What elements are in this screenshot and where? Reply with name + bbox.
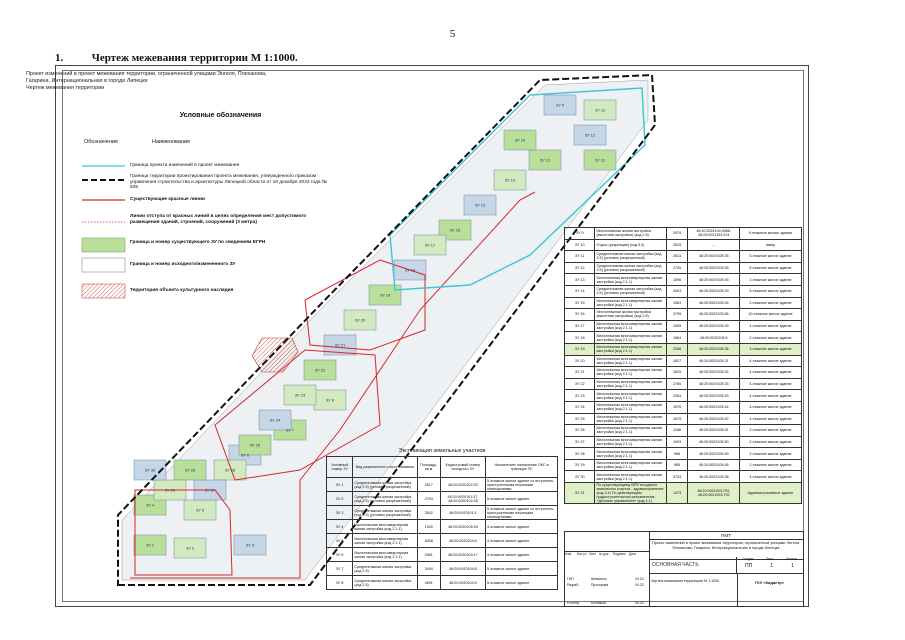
table-cell-area: 1675 (666, 413, 688, 425)
table-cell-id: ЗУ 7 (327, 562, 353, 576)
table-cell-id: ЗУ 27 (565, 436, 595, 448)
table-cell-cadastral: 48:20:0020105:45 (688, 274, 739, 286)
explication-title: Экспликация земельных участков (398, 448, 486, 454)
stamp-hdr: Лист (589, 552, 596, 556)
col-header: Назначение/ назначение ОКС в границах ЗУ (486, 457, 558, 478)
table-cell-id: ЗУ 23 (565, 390, 595, 402)
table-cell-cadastral: 48:20:0020105:46 (688, 297, 739, 309)
table-cell-note: Административное здание (739, 483, 801, 504)
table-cell-note: 2-этажное жилое здание (739, 425, 801, 437)
table-cell-use: Малоэтажная многоквартирная жилая застройка (код 2.1.1) (595, 471, 666, 483)
legend-item: Граница проекта изменений в проект межевания (130, 163, 240, 168)
stamp-hdr: Подпись (613, 552, 626, 556)
table-cell-note: 2-этажное жилое здание (739, 274, 801, 286)
table-cell-use: Малоэтажная многоквартирная жилая застройка (код 2.1.1) (595, 401, 666, 413)
stamp-sheet-label: Лист (766, 557, 774, 561)
parcel-label: ЗУ 2 (185, 545, 195, 551)
table-cell-cadastral: 48:20:0020105:31 (688, 355, 739, 367)
stamp-signatures (565, 532, 650, 606)
stamp-sheets-label: Листов (786, 557, 797, 561)
table-cell-cadastral: 48:20:0020105:48 (688, 459, 739, 471)
parcel-label: ЗУ 10 (514, 137, 526, 143)
table-cell-area: 2617 (417, 478, 440, 492)
table-cell-id: ЗУ 5 (327, 534, 353, 548)
parcel-label: ЗУ 20 (354, 317, 366, 323)
page-number: 5 (449, 28, 456, 40)
table-cell-use: Отдых (рекреация) (код 5.0) (595, 239, 666, 251)
sheet-title (26, 71, 316, 92)
table-row (565, 390, 802, 402)
table-cell-note: 9-этажные жилые здания (739, 228, 801, 240)
table-cell-cadastral: 48:20:0020105:50 (688, 436, 739, 448)
legend-col-symbol: Обозначение (84, 139, 119, 145)
table-cell-cadastral: 48:20:0020105:52 (688, 413, 739, 425)
table-row (327, 492, 558, 506)
stamp-code: ПМТ (649, 532, 803, 540)
table-cell-cadastral: 48:20:0020105:55 (688, 262, 739, 274)
table-cell-id: ЗУ 26 (565, 425, 595, 437)
table-cell-note: 2-этажное жилое здание (739, 297, 801, 309)
table-cell-cadastral: 48:20:0020104:6 (440, 534, 485, 548)
table-cell-use: Малоэтажная многоквартирная жилая застройка (код 2.1.1) (595, 367, 666, 379)
table-row (565, 228, 802, 240)
stamp-person: Колпаков (591, 601, 606, 605)
parcel-label: ЗУ 6 (240, 452, 250, 458)
table-cell-cadastral: 48:20:0020104:9 (440, 576, 485, 590)
table-cell-id: ЗУ 30 (565, 471, 595, 483)
table-cell-id: ЗУ 16 (565, 309, 595, 321)
stamp-hdr: Дата (629, 552, 637, 556)
table-cell-id: ЗУ 29 (565, 459, 595, 471)
table-cell-area: 2264 (666, 390, 688, 402)
table-cell-use: Малоэтажная многоквартирная жилая застройка (код 2.1.1) (595, 355, 666, 367)
table-cell-cadastral: 48:20:0020105:49 (688, 448, 739, 460)
col-header: Площадь, кв.м (417, 457, 440, 478)
table-row (565, 274, 802, 286)
legend-title: Условные обозначения (179, 112, 262, 119)
table-cell-area: 1576 (666, 401, 688, 413)
stamp-stage-label: Стадия (742, 557, 754, 561)
table-cell-note: 4-этажное жилое здание (739, 390, 801, 402)
col-header: Вид разрешенного использования (353, 457, 417, 478)
table-cell-note: 4-этажное жилое здание (739, 471, 801, 483)
stamp-hdr: № док. (599, 552, 610, 556)
table-cell-note: 4-этажное жилое здание (486, 534, 558, 548)
table-cell-use: Малоэтажная многоквартирная жилая застройка (код 2.1.1) (595, 425, 666, 437)
table-cell-id: ЗУ 9 (565, 228, 595, 240)
table-cell-use: Среднеэтажная жилая застройка (код 2.5) (условно разрешенный) (595, 285, 666, 297)
table-row (565, 378, 802, 390)
table-cell-area: 1837 (666, 355, 688, 367)
sheet-title-line1: Проект изменений в проект межевания территории, ограниченной улицами Энгеля, Плеханова, (26, 71, 267, 77)
table-cell-area: 2642 (417, 506, 440, 520)
parcel-label: ЗУ 11 (594, 107, 606, 113)
table-cell-use: Многоэтажная жилая застройка (высотная застройка) (код 2.6) (595, 309, 666, 321)
table-cell-note: 4-этажное жилое здание (486, 520, 558, 534)
table-cell-use: Малоэтажная многоквартирная жилая застройка (код 2.1.1) (595, 297, 666, 309)
table-row (565, 239, 802, 251)
table-cell-area: 1083 (666, 297, 688, 309)
parcel-label: ЗУ 1 (145, 542, 155, 548)
explication-section (326, 448, 558, 590)
table-cell-id: ЗУ 24 (565, 401, 595, 413)
table-cell-use: Малоэтажная многоквартирная жилая застройка (код 2.1.1) (595, 320, 666, 332)
parcel-label: ЗУ 24 (269, 417, 281, 423)
table-cell-cadastral: 48:20:0020105:36 (688, 343, 739, 355)
table-cell-cadastral: 48:20:0020104:17 (440, 548, 485, 562)
table-cell-id: ЗУ 12 (565, 262, 595, 274)
table-row (327, 576, 558, 590)
stamp-project: Проект изменений в проект межевания территории, ограниченной улицами Энгеля, Плеханова, Гагарина, Интернациональная в городе Липецке (649, 539, 803, 560)
table-row (565, 471, 802, 483)
table-cell-note: 5-этажное жилое здание (486, 576, 558, 590)
table-cell-id: ЗУ 28 (565, 448, 595, 460)
explication-table-bottom (326, 456, 558, 590)
table-cell-use: Малоэтажная многоквартирная жилая застройка (код 2.1.1) (595, 459, 666, 471)
table-cell-cadastral: 48:20:0020105:29 (688, 285, 739, 297)
table-row (327, 562, 558, 576)
table-cell-note: 4-этажное жилое здание (739, 320, 801, 332)
table-cell-area: 986 (666, 448, 688, 460)
stamp-role: ГИП (567, 577, 574, 581)
table-row (565, 459, 802, 471)
parcel-label: ЗУ 21 (334, 342, 346, 348)
table-cell-use: Среднеэтажная жилая застройка (код 2.5) (условно разрешенный) (353, 478, 417, 492)
table-cell-area: 2726 (666, 262, 688, 274)
table-cell-id: ЗУ 11 (565, 251, 595, 263)
table-row (327, 548, 558, 562)
table-cell-cadastral: 48:20:0020105:35 (688, 251, 739, 263)
table-cell-cadastral: 48:20:0020102:32 (440, 478, 485, 492)
table-cell-note: 5-этажное жилое здание (739, 251, 801, 263)
table-cell-use: Малоэтажная многоквартирная жилая застройка (код 2.1.1) (595, 448, 666, 460)
table-row (327, 506, 558, 520)
table-cell-id: ЗУ 8 (327, 576, 353, 590)
table-cell-area: 2794 (417, 492, 440, 506)
table-cell-id: ЗУ 10 (565, 239, 595, 251)
table-cell-area: 1186 (666, 425, 688, 437)
stamp-role: Н.контр. (567, 601, 581, 605)
table-row (565, 436, 802, 448)
table-cell-cadastral: 48:20:0020105:38 (688, 471, 739, 483)
table-cell-cadastral: 48:20:0020105:39 (688, 320, 739, 332)
parcel-label: ЗУ 15 (474, 202, 486, 208)
table-cell-use: Малоэтажная многоквартирная жилая застройка (код 2.1.1) (595, 378, 666, 390)
table-cell-use: Малоэтажная многоквартирная жилая застройка (код 2.1.1) (595, 390, 666, 402)
sheet-title-line3: Чертеж межевания территории (26, 85, 105, 91)
table-cell-use: Малоэтажная многоквартирная жилая застройка (код 2.1.1) (353, 520, 417, 534)
table-cell-area: 1905 (666, 320, 688, 332)
parcel-label: ЗУ 28 (184, 467, 196, 473)
table-cell-id: ЗУ 17 (565, 320, 595, 332)
parcel-label: ЗУ 25 (249, 442, 261, 448)
table-cell-note: 4-этажное жилое здание (739, 378, 801, 390)
stamp-date: 04.23 (635, 577, 644, 581)
table-row (565, 413, 802, 425)
table-row (565, 332, 802, 344)
table-cell-use: Среднеэтажная жилая застройка (код 2.5) (353, 576, 417, 590)
table-cell-id: ЗУ 31 (565, 483, 595, 504)
table-row (327, 478, 558, 492)
stamp-person: Шевченко (591, 577, 607, 581)
stamp-sheet: 1 (770, 563, 774, 569)
heading-number: 1. (55, 52, 64, 64)
table-cell-note: 5-этажное жилое здание со встроенно-пристроенными нежилыми помещениями (486, 506, 558, 520)
table-cell-use: Среднеэтажная жилая застройка (код 2.5) (условно разрешенный) (353, 506, 417, 520)
table-cell-cadastral: 48:20:0021003:793, 48:20:0021003:792 (688, 483, 739, 504)
table-row (565, 320, 802, 332)
legend-heritage-symbol (82, 284, 125, 298)
table-row (327, 534, 558, 548)
table-cell-id: ЗУ 1 (327, 478, 353, 492)
stamp-hdr: Изм. (565, 552, 572, 556)
table-cell-id: ЗУ 21 (565, 367, 595, 379)
table-cell-note: 4-этажное жилое здание (739, 355, 801, 367)
col-header: Кадастровый номер исходного ЗУ (440, 457, 485, 478)
legend-new-parcel-symbol (82, 258, 125, 272)
table-cell-id: ЗУ 20 (565, 355, 595, 367)
table-cell-id: ЗУ 14 (565, 285, 595, 297)
table-cell-cadastral: 48:20:0021104:3068, 48:20:0021104:324 (688, 228, 739, 240)
table-cell-cadastral: 48:20:0020105:33 (688, 378, 739, 390)
table-cell-cadastral: 48:20:0020104:8 (440, 562, 485, 576)
table-cell-cadastral: 48:20:0020105:44 (688, 401, 739, 413)
table-cell-area: 3494 (417, 562, 440, 576)
table-cell-note: 4-этажное жилое здание (739, 413, 801, 425)
table-cell-id: ЗУ 19 (565, 343, 595, 355)
stamp-hdr: Кол.уч (577, 552, 587, 556)
table-cell-area: 3733 (666, 471, 688, 483)
table-cell-area: 2766 (666, 378, 688, 390)
table-cell-id: ЗУ 13 (565, 274, 595, 286)
table-cell-note: 4-этажное жилое здание (739, 367, 801, 379)
stamp-role: Разраб. (567, 583, 580, 587)
table-cell-area: 2336 (666, 343, 688, 355)
table-cell-use: Среднеэтажная жилая застройка (код 2.5) (условно разрешенный) (353, 492, 417, 506)
table-cell-note: 5-этажное жилое здание (486, 492, 558, 506)
table-cell-note: 5-этажное жилое здание (486, 562, 558, 576)
stamp-part: ОСНОВНАЯ ЧАСТЬ (649, 557, 737, 574)
table-cell-cadastral: 48:20:0020101:37, 48:20:0020102:36 (440, 492, 485, 506)
stamp-drawing: Чертеж межевания территории М 1:1000 (649, 573, 738, 606)
heading-text: Чертеж межевания территории М 1:1000. (91, 52, 298, 64)
legend-item: Граница и номер исходного/измененного ЗУ (130, 262, 236, 267)
parcel-label: ЗУ 3 (245, 542, 255, 548)
table-row (565, 285, 802, 297)
parcel-label: ЗУ 23 (294, 392, 306, 398)
table-cell-id: ЗУ 4 (327, 520, 353, 534)
table-cell-cadastral: 48:20:0020105:39 (440, 520, 485, 534)
parcel-label: ЗУ 8 (325, 397, 335, 403)
parcel-label: ЗУ 27 (204, 487, 216, 493)
table-cell-cadastral: 48:20:0020105:32 (688, 367, 739, 379)
table-cell-id: ЗУ 2 (327, 492, 353, 506)
table-cell-area: 2691 (417, 576, 440, 590)
parcel-label: ЗУ 26 (224, 467, 236, 473)
table-cell-area: 2979 (666, 228, 688, 240)
table-cell-use: Многоэтажная жилая застройка (высотная застройка) (код 2.6) (595, 228, 666, 240)
col-header: Условный номер ЗУ (327, 457, 353, 478)
stamp-date: 04.23 (635, 601, 644, 605)
parcel-label: ЗУ 13 (539, 157, 551, 163)
table-row (565, 448, 802, 460)
legend-green-symbol (82, 238, 125, 252)
stamp-date: 04.23 (635, 583, 644, 587)
table-cell-area: 985 (666, 459, 688, 471)
stamp-sheets: 1 (791, 563, 794, 569)
table-cell-area: 2625 (666, 239, 688, 251)
parcel-label: ЗУ 22 (314, 367, 326, 373)
table-cell-note: 5-этажное жилое здание со встроенно-пристроенными нежилыми помещениями (486, 478, 558, 492)
legend-item: Линии отступа от красных линий в целях определения мест допустимого размещения зданий, строений, сооружений (3 метра) (130, 214, 307, 225)
parcel-label: ЗУ 9 (555, 102, 565, 108)
table-cell-id: ЗУ 6 (327, 548, 353, 562)
table-cell-note: 2-этажное жилое здание (739, 459, 801, 471)
table-cell-note: 4-этажное жилое здание (486, 548, 558, 562)
table-cell-use: Среднеэтажная жилая застройка (код 2.5) (353, 562, 417, 576)
title-block (564, 531, 804, 607)
table-cell-area: 1096 (666, 274, 688, 286)
table-cell-area: 1093 (666, 436, 688, 448)
table-row (327, 520, 558, 534)
parcel-label: ЗУ 31 (594, 157, 606, 163)
table-cell-cadastral: – (688, 239, 739, 251)
legend (78, 112, 333, 145)
table-cell-note: 5-этажное жилое здание (739, 262, 801, 274)
table-cell-cadastral: 48:20:0020105:5 (688, 332, 739, 344)
table-cell-area: 2613 (666, 251, 688, 263)
table-cell-id: ЗУ 25 (565, 413, 595, 425)
parcel-label: ЗУ 18 (404, 267, 416, 273)
table-cell-use: Малоэтажная многоквартирная жилая застройка (код 2.1.1) (595, 343, 666, 355)
table-cell-id: ЗУ 3 (327, 506, 353, 520)
legend-item: Граница территории проектирования проекта межевания, утвержденного приказом управления строительства и архитектуры Липецкой области от 19 декабря 2022 года № 535 (130, 174, 328, 191)
table-row (565, 367, 802, 379)
table-cell-use: Малоэтажная многоквартирная жилая застройка (код 2.1.1) (595, 413, 666, 425)
table-cell-area: 2981 (417, 548, 440, 562)
table-cell-note: 5-этажное жилое здание (739, 285, 801, 297)
table-cell-note: 2-этажное жилое здание (739, 436, 801, 448)
table-cell-area: 3403 (666, 285, 688, 297)
table-cell-use: Малоэтажная многоквартирная жилая застройка (код 2.1.1) (595, 332, 666, 344)
table-cell-note: сквер (739, 239, 801, 251)
table-cell-use: Малоэтажная многоквартирная жилая застройка (код 2.1.1) (353, 548, 417, 562)
stamp-company: ГКУ «Кадастр» (755, 580, 784, 585)
stamp-stage: ПП (745, 563, 753, 569)
table-cell-note: 2-этажное жилое здание (739, 332, 801, 344)
parcel-label: ЗУ 16 (449, 227, 461, 233)
table-row (565, 355, 802, 367)
table-cell-area: 3795 (666, 309, 688, 321)
table-cell-cadastral: 48:20:0020105:56 (688, 309, 739, 321)
table-row (565, 309, 802, 321)
table-cell-cadastral: 48:20:0020105:51 (688, 425, 739, 437)
table-row (565, 343, 802, 355)
table-cell-area: 1473 (666, 483, 688, 504)
table-cell-area: 1340 (417, 520, 440, 534)
stamp-person: Прохорова (591, 583, 609, 587)
table-cell-cadastral: 48:20:0020105:43 (688, 390, 739, 402)
table-cell-note: 4-этажное жилое здание (739, 401, 801, 413)
table-cell-use: Среднеэтажная жилая застройка (код 2.5) (условно разрешенный) (595, 251, 666, 263)
parcel-label: ЗУ 4 (145, 502, 155, 508)
parcel-label: ЗУ 14 (504, 177, 516, 183)
table-row (565, 483, 802, 504)
table-cell-cadastral: 48:20:0020101:1 (440, 506, 485, 520)
table-cell-id: ЗУ 15 (565, 297, 595, 309)
table-cell-use: Малоэтажная многоквартирная жилая застройка (код 2.1.1) (595, 274, 666, 286)
table-cell-id: ЗУ 18 (565, 332, 595, 344)
table-row (565, 297, 802, 309)
legend-item: Граница и номер существующего ЗУ по сведениям ЕГРН (130, 240, 266, 245)
stamp-stage-box (736, 557, 803, 574)
table-row (565, 425, 802, 437)
table-cell-area: 1815 (666, 367, 688, 379)
parcel-label: ЗУ 29 (164, 487, 176, 493)
table-cell-use: Малоэтажная многоквартирная жилая застройка (код 2.1.1) (353, 534, 417, 548)
table-cell-use: Среднеэтажная жилая застройка (код 2.5) (условно разрешенный) (595, 262, 666, 274)
table-cell-area: 4058 (417, 534, 440, 548)
table-cell-note: 10-этажное жилое здание (739, 309, 801, 321)
table-cell-area: 1564 (666, 332, 688, 344)
table-cell-note: 2-этажное жилое здание (739, 448, 801, 460)
parcel-label: ЗУ 17 (424, 242, 436, 248)
parcel-label: ЗУ 12 (584, 132, 596, 138)
parcel-label: ЗУ 5 (195, 507, 205, 513)
table-row (565, 262, 802, 274)
table-cell-note: 3-этажное жилое здание (739, 343, 801, 355)
table-row (565, 251, 802, 263)
table-row (565, 401, 802, 413)
table-cell-use: Малоэтажная многоквартирная жилая застройка (код 2.1.1) (595, 436, 666, 448)
table-cell-id: ЗУ 22 (565, 378, 595, 390)
sheet-title-line2: Гагарина, Интернациональная в городе Липецке (26, 78, 148, 84)
parcel-label: ЗУ 19 (379, 292, 391, 298)
legend-item: Существующие красные линии (130, 197, 205, 202)
explication-table-right (564, 227, 802, 504)
parcel-label: ЗУ 30 (144, 467, 156, 473)
legend-item: Территория объекта культурного наследия (130, 288, 234, 293)
legend-col-name: Наименование (152, 139, 191, 145)
table-cell-use: По существующему ВРИ исходного земельного участка - здравоохранение (код 3.4) По действующим градостроительным регламентам - «Деловое управление» (код 4.1) (595, 483, 666, 504)
parcel-label: ЗУ 7 (285, 427, 295, 433)
